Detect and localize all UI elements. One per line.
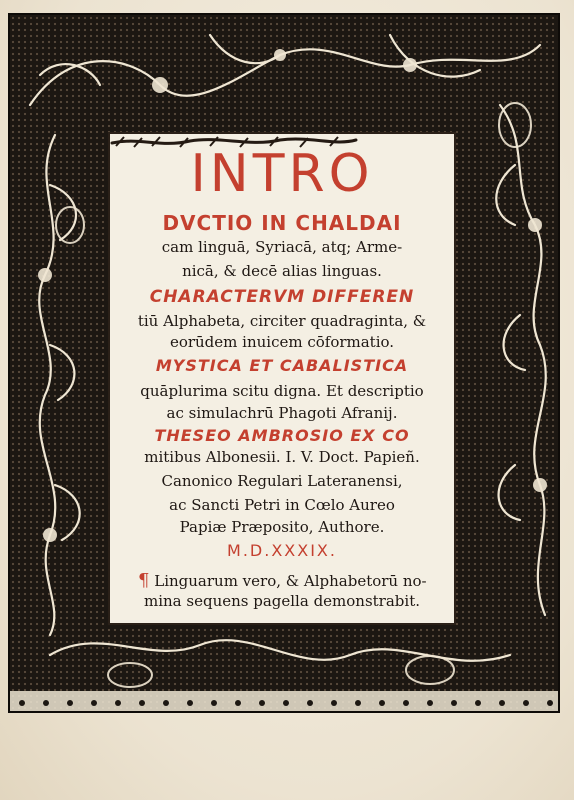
text-line-17 <box>138 570 427 591</box>
text-line-6: tiū Alphabeta, circiter quadraginta, & <box>137 312 427 330</box>
text-line-17-body: Linguarum vero, & Alphabetorū no- <box>154 572 427 590</box>
text-line-14: ac Sancti Petri in Cœlo Aureo <box>169 496 395 514</box>
text-line-7: eorūdem inuicem cōformatio. <box>169 333 395 351</box>
heading-mystica: MYSTICA ET CABALISTICA <box>155 356 409 375</box>
publication-date: M.D.XXXIX. <box>227 541 337 560</box>
text-line-12: mitibus Albonesii. I. V. Doct. Papieñ. <box>144 448 420 466</box>
text-line-9: quāplurima scitu digna. Et descriptio <box>140 382 424 400</box>
text-line-15: Papiæ Præposito, Authore. <box>179 518 385 536</box>
ink-strikethrough <box>110 134 358 150</box>
text-line-3: cam linguā, Syriacā, atq; Arme- <box>161 238 403 256</box>
text-line-18: mina sequens pagella demonstrabit. <box>144 592 420 610</box>
woodcut-border <box>8 13 560 713</box>
author-name: THESEO AMBROSIO EX CO <box>154 426 410 445</box>
title-text-panel <box>108 132 456 625</box>
heading-characterum: CHARACTERVM DIFFEREN <box>149 287 415 307</box>
text-line-13: Canonico Regulari Lateranensi, <box>161 472 403 490</box>
pilcrow-mark: ¶ <box>138 570 150 591</box>
title-intro: INTRO <box>190 144 374 204</box>
text-line-10: ac simulachrū Phagoti Afranij. <box>166 404 398 422</box>
title-ductio: DVCTIO IN CHALDAI <box>162 211 402 235</box>
text-line-4: nicā, & decē alias linguas. <box>182 262 382 280</box>
